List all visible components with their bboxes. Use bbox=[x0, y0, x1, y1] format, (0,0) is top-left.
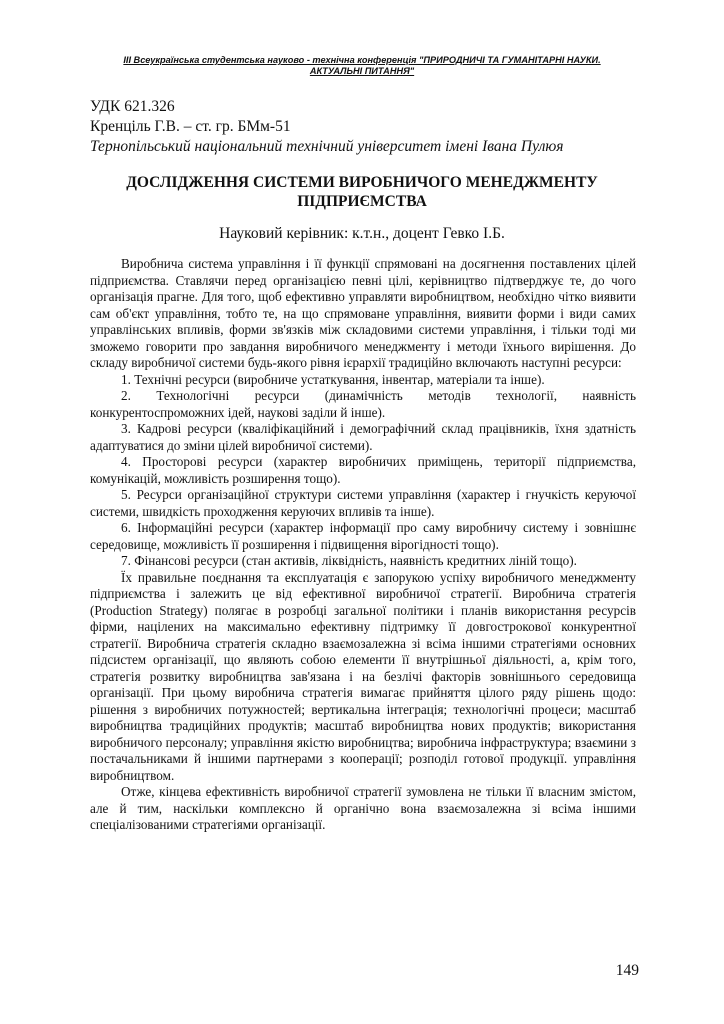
paragraph: Їх правильне поєднання та експлуатація є запорукою успіху виробничого менеджменту підприємства і залежить це від ефективної виробничої стратегії. Виробнича стратегія (Production Strategy) полягає в розробці загальної політики і планів використання ресурсів фірми, націлених на максимально ефективну підтримку її довгострокової конкурентної стратегії. Виробнича стратегія складно взаємозалежна зі всіма іншими стратегіями основних підсистем організації, що являють собою елементи її внутрішньої діяльності, а, крім того, стратегія розвитку виробництва зав'язана і на безлічі факторів зовнішнього середовища організації. При цьому виробнича стратегія вимагає прийняття цілого ряду рішень щодо: рішення з виробничих потужностей; вертикальна інтеграція; технологічні процеси; масштаб виробництва традиційних продуктів; масштаб виробництва нових продуктів; використання виробничого персоналу; управління якістю виробництва; виробнича інфраструктура; взаємини з постачальниками й іншими партнерами з кооперації; розподіл готової продукції. управління виробництвом. bbox=[90, 569, 636, 783]
list-item-resource: 3. Кадрові ресурси (кваліфікаційний і демографічний склад працівників, їхня здатність адаптуватися до зміни цілей виробничої системи). bbox=[90, 421, 636, 453]
paragraph: Виробнича система управління і її функції спрямовані на досягнення поставлених цілей підприємства. Ставлячи перед організацією певні цілі, керівництво підтверджує те, до чого організація прагне. Для того, щоб ефективно управляти виробництвом, необхідно чітко виявити сам об'єкт управління, тобто те, на що спрямоване управління, виявити форми і види самих управлінських впливів, форми зв'язків між складовими системи управління, і тільки тоді ми зможемо говорити про завдання виробничого менеджменту і методи їхнього вирішення. До складу виробничої системи будь-якого рівня ієрархії традиційно включають наступні ресурси: bbox=[90, 256, 636, 370]
article-body bbox=[90, 256, 636, 834]
list-item-resource: 4. Просторові ресурси (характер виробничих приміщень, території підприємства, комунікацій, можливість розширення тощо). bbox=[90, 454, 636, 486]
article-title-line1: ДОСЛІДЖЕННЯ СИСТЕМИ ВИРОБНИЧОГО МЕНЕДЖМЕНТУ bbox=[126, 174, 598, 191]
list-item-resource: 5. Ресурси організаційної структури системи управління (характер і гнучкість керуючої системи, швидкість проходження керуючих впливів та інше). bbox=[90, 487, 636, 519]
author-line: Кренціль Г.В. – ст. гр. БМм-51 bbox=[90, 118, 291, 135]
list-item-resource: 7. Фінансові ресурси (стан активів, ліквідність, наявність кредитних ліній тощо). bbox=[121, 553, 577, 568]
university-name: Тернопільський національний технічний університет імені Івана Пулюя bbox=[90, 138, 564, 155]
article-meta bbox=[90, 97, 563, 157]
supervisor-line: Науковий керівник: к.т.н., доцент Гевко І.Б. bbox=[219, 225, 505, 242]
paragraph: Отже, кінцева ефективність виробничої стратегії зумовлена не тільки її власним змістом, але й тим, наскільки комплексно й органічно вона взаємозалежна зі всіма іншими спеціалізованими стратегіями організації. bbox=[90, 784, 636, 832]
article-title bbox=[90, 173, 634, 211]
conference-header-line2: АКТУАЛЬНІ ПИТАННЯ" bbox=[309, 66, 415, 76]
conference-header-line1: ІІІ Всеукраїнська студентська науково - технічна конференція "ПРИРОДНИЧІ ТА ГУМАНІТАРНІ НАУКИ. bbox=[123, 55, 601, 65]
list-item-resource: 1. Технічні ресурси (виробниче устаткування, інвентар, матеріали та інше). bbox=[121, 371, 545, 387]
udk-code: УДК 621.326 bbox=[90, 98, 175, 115]
page-number: 149 bbox=[615, 962, 639, 979]
conference-header bbox=[82, 55, 642, 77]
list-item-resource: 6. Інформаційні ресурси (характер інформації про саму виробничу систему і зовнішнє середовище, можливість її розширення і підвищення вірогідності тощо). bbox=[90, 520, 636, 552]
article-title-line2: ПІДПРИЄМСТВА bbox=[297, 193, 427, 210]
list-item-resource: 2. Технологічні ресурси (динамічність методів технології, наявність конкурентоспроможних ідей, наукові заділи й інше). bbox=[90, 388, 636, 420]
